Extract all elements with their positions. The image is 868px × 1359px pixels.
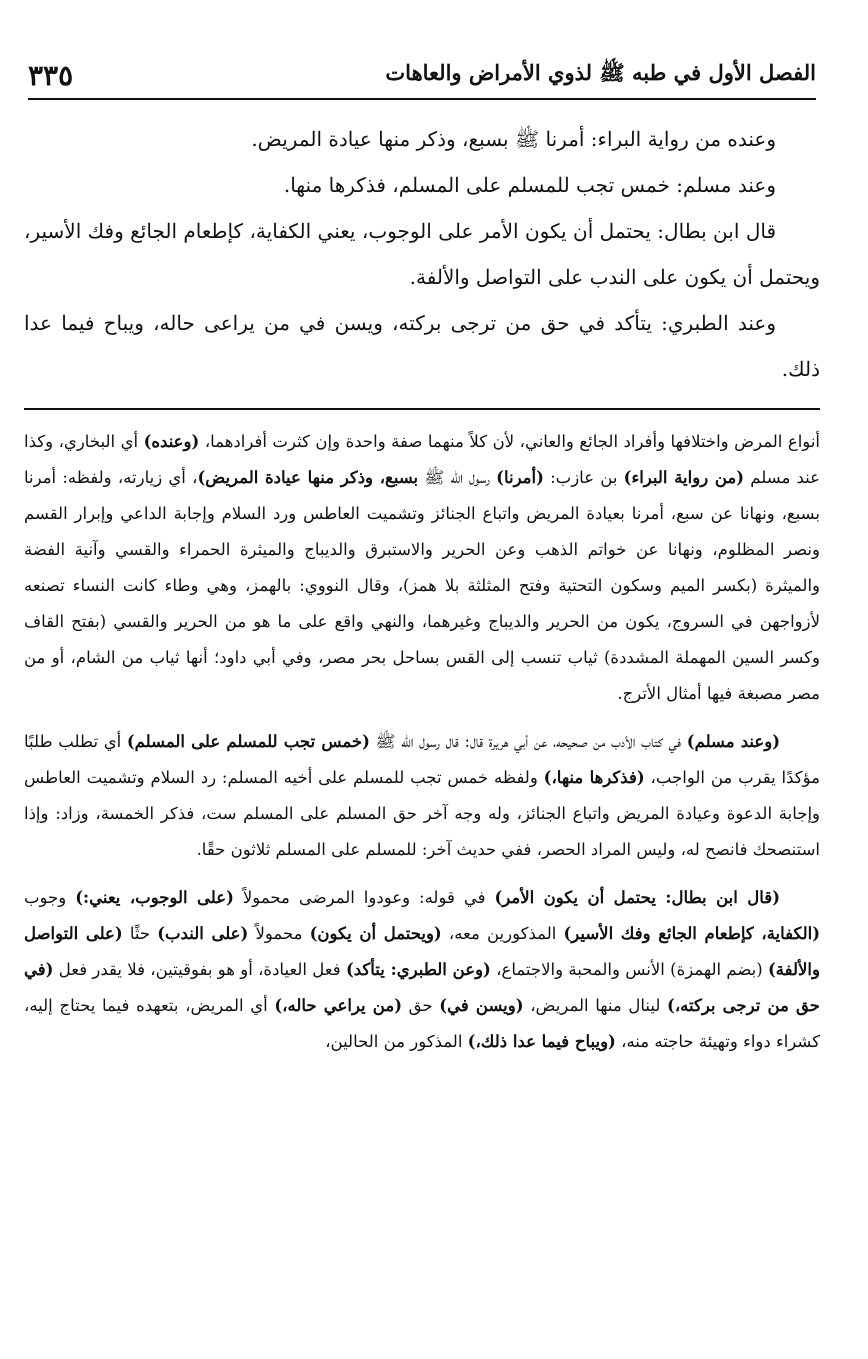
quoted-text: (فذكرها منها،) xyxy=(543,768,645,787)
commentary-text: (بضم الهمزة) الأنس والمحبة والاجتماع، xyxy=(490,960,768,979)
commentary-paragraph xyxy=(24,424,820,712)
commentary-text: أنواع المرض واختلافها وأفراد الجائع والعاني، لأن كلاً منهما صفة واحدة وإن كثرت أفرادهما، xyxy=(199,432,820,451)
quoted-text: (على التواصل والألفة) xyxy=(24,924,820,979)
quoted-text: (في حق من ترجى بركته،) xyxy=(24,960,820,1015)
commentary-text: ، أي زيارته، ولفظه: أمرنا بسبع، ونهانا عن سبع، أمرنا بعيادة المريض واتباع الجنائز وتشميت العاطس ورد السلام وإجابة الداعي وإبرار القسم ونصر المظلوم، ونهانا عن خواتم الذهب وعن الحرير والاستبرق والديباج والميثرة الحمراء والقسي وآنية الفضة والميثرة (بكسر الميم وسكون التحتية وفتح المثلثة بلا همز)، وقال النووي: بالهمز، وهي وطاء كانت النساء تصنعه لأزواجهن في السروج، يكون من الحرير والديباج وغيرهما، والنهي واقع على ما هو من الحرير والقسي (بفتح القاف وكسر السين المهملة المشددة) ثياب تنسب إلى القس بساحل بحر مصر، وفي أبي داود؛ أنها ثياب من الشام، أو من مصر مصبغة فيها أمثال الأترج. xyxy=(24,468,820,703)
quoted-text: (ويحتمل أن يكون) xyxy=(309,924,442,943)
main-text xyxy=(24,116,820,392)
commentary-text: أي المريض، بتعهده فيما يحتاج إليه، كشراء دواء وتهيئة حاجته منه، xyxy=(24,996,820,1051)
commentary-text: في كتاب الأدب من صحيحه، عن أبي هريرة قال: قال رسول الله ﷺ xyxy=(369,732,687,751)
quoted-text: (خمس تجب للمسلم على المسلم) xyxy=(126,732,370,751)
main-paragraph: قال ابن بطال: يحتمل أن يكون الأمر على الوجوب، يعني الكفاية، كإطعام الجائع وفك الأسير، ويحتمل أن يكون على الندب على التواصل والألفة. xyxy=(24,219,820,289)
commentary-text: وجوب xyxy=(24,888,76,907)
page-number: ٣٣٥ xyxy=(28,58,74,92)
commentary-text: أي البخاري، وكذا عند مسلم xyxy=(24,432,820,487)
commentary xyxy=(24,424,820,1072)
quoted-text: (قال ابن بطال: يحتمل أن يكون الأمر) xyxy=(494,888,780,907)
commentary-text: ولفظه خمس تجب للمسلم على أخيه المسلم: رد السلام وتشميت العاطس وإجابة الدعوة وعيادة المريض واتباع الجنائز، وله وجه آخر حق المسلم على المسلم ست، فذكر الخمسة، وزاد: وإذا استنصحك فانصح له، وليس المراد الحصر، ففي حديث آخر: للمسلم على المسلم ثلاثون حقًا. xyxy=(24,768,820,859)
main-paragraph: وعند مسلم: خمس تجب للمسلم على المسلم، فذكرها منها. xyxy=(283,173,776,197)
quoted-text: (ويسن في) xyxy=(439,996,524,1015)
quoted-text: (على الندب) xyxy=(157,924,249,943)
commentary-text: لينال منها المريض، xyxy=(523,996,668,1015)
quoted-text: (من يراعي حاله،) xyxy=(274,996,403,1015)
running-header xyxy=(28,52,816,100)
commentary-text: حثًا xyxy=(122,924,158,943)
commentary-text: فعل العيادة، أو هو بفوقيتين، فلا يقدر فعل xyxy=(53,960,346,979)
main-paragraph: وعنده من رواية البراء: أمرنا ﷺ بسبع، وذكر منها عيادة المريض. xyxy=(251,127,776,151)
commentary-text: المذكورين معه، xyxy=(441,924,564,943)
text-divider xyxy=(24,408,820,410)
commentary-text: المذكور من الحالين، xyxy=(325,1032,468,1051)
quoted-text: بسبع، وذكر منها عيادة المريض) xyxy=(197,468,419,487)
main-paragraph: وعند الطبري: يتأكد في حق من ترجى بركته، ويسن في من يراعى حاله، ويباح فيما عدا ذلك. xyxy=(24,311,820,381)
commentary-text: أي تطلب طلبًا مؤكدًا يقرب من الواجب، xyxy=(24,732,820,787)
quoted-text: (على الوجوب، يعني:) xyxy=(75,888,234,907)
quoted-text: (من رواية البراء) xyxy=(623,468,745,487)
quoted-text: (وعن الطبري: يتأكد) xyxy=(345,960,491,979)
quoted-text: (وعند مسلم) xyxy=(686,732,781,751)
quoted-text: (وعنده) xyxy=(143,432,200,451)
commentary-paragraph xyxy=(24,880,820,1060)
commentary-text: محمولاً xyxy=(248,924,310,943)
quoted-text: (الكفاية، كإطعام الجائع وفك الأسير) xyxy=(563,924,821,943)
quoted-text: (ويباح فيما عدا ذلك،) xyxy=(467,1032,616,1051)
quoted-text: (أمرنا) xyxy=(496,468,544,487)
commentary-text: بن عازب: xyxy=(543,468,624,487)
commentary-text: رسول الله ﷺ xyxy=(418,468,497,487)
chapter-title: الفصل الأول في طبه ﷺ لذوي الأمراض والعاهات xyxy=(385,59,816,85)
commentary-text: في قوله: وعودوا المرضى محمولاً xyxy=(233,888,495,907)
commentary-paragraph xyxy=(24,724,820,868)
commentary-text: حق xyxy=(402,996,440,1015)
